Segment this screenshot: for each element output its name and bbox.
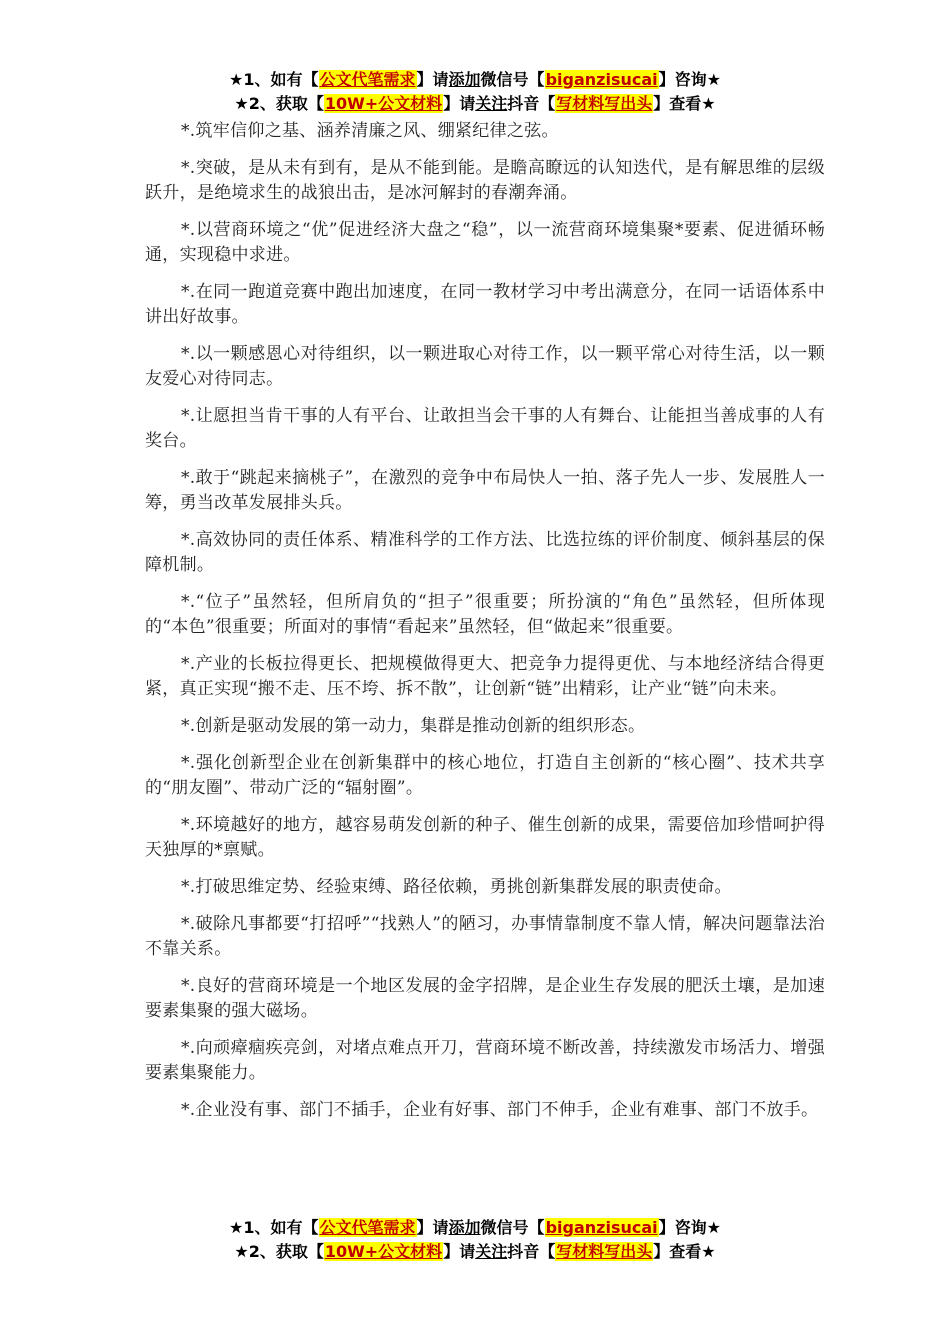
banner-emphasis: 添加 <box>448 1218 481 1237</box>
banner-text: 】查看★ <box>653 94 716 113</box>
paragraph: *.强化创新型企业在创新集群中的核心地位，打造自主创新的“核心圈”、技术共享的“朋友圈”、带动广泛的“辐射圈”。 <box>145 753 825 798</box>
paragraph: *.良好的营商环境是一个地区发展的金字招牌，是企业生存发展的肥沃土壤，是加速要素集聚的强大磁场。 <box>145 976 825 1021</box>
paragraph: *.敢于“跳起来摘桃子”，在激烈的竞争中布局快人一拍、落子先人一步、发展胜人一筹，勇当改革发展排头兵。 <box>145 468 825 513</box>
header-banner <box>0 68 950 116</box>
banner-text: 】请 <box>443 1242 476 1261</box>
highlight-douyin-account: 写材料写出头 <box>556 94 653 113</box>
paragraph: *.向顽瘴痼疾亮剑，对堵点难点开刀，营商环境不断改善，持续激发市场活力、增强要素集聚能力。 <box>145 1038 825 1083</box>
paragraph: *.筑牢信仰之基、涵养清廉之风、绷紧纪律之弦。 <box>181 121 559 141</box>
paragraph: *.企业没有事、部门不插手，企业有好事、部门不伸手，企业有难事、部门不放手。 <box>181 1100 819 1120</box>
banner-text: 抖音【 <box>507 94 556 113</box>
banner-text: ★1、如有【 <box>229 1218 319 1237</box>
banner-text: 】查看★ <box>653 1242 716 1261</box>
banner-text: ★2、获取【 <box>234 94 324 113</box>
banner-text: 】请 <box>416 70 449 89</box>
banner-line-2 <box>0 92 950 116</box>
paragraph: *.创新是驱动发展的第一动力，集群是推动创新的组织形态。 <box>181 716 646 736</box>
highlight-douyin-account: 写材料写出头 <box>556 1242 653 1261</box>
banner-text: ★2、获取【 <box>234 1242 324 1261</box>
document-body <box>145 119 825 1135</box>
banner-text: 微信号【 <box>480 1218 545 1237</box>
paragraph: *.环境越好的地方，越容易萌发创新的种子、催生创新的成果，需要倍加珍惜呵护得天独厚的*禀赋。 <box>145 815 825 860</box>
highlight-wechat-id: biganzisucai <box>545 1218 658 1237</box>
banner-line-2 <box>0 1240 950 1264</box>
paragraph: *.打破思维定势、经验束缚、路径依赖，勇挑创新集群发展的职责使命。 <box>181 877 732 897</box>
paragraph: *.高效协同的责任体系、精准科学的工作方法、比选拉练的评价制度、倾斜基层的保障机制。 <box>145 530 825 575</box>
banner-text: 】请 <box>443 94 476 113</box>
banner-text: 抖音【 <box>507 1242 556 1261</box>
paragraph: *.让愿担当肯干事的人有平台、让敢担当会干事的人有舞台、让能担当善成事的人有奖台。 <box>145 406 825 451</box>
highlight-materials: 10W+公文材料 <box>324 94 443 113</box>
highlight-materials: 10W+公文材料 <box>324 1242 443 1261</box>
paragraph: *.产业的长板拉得更长、把规模做得更大、把竞争力提得更优、与本地经济结合得更紧，真正实现“搬不走、压不垮、拆不散”，让创新“链”出精彩，让产业“链”向未来。 <box>145 654 825 699</box>
banner-text: 】咨询★ <box>658 1218 721 1237</box>
banner-emphasis: 关注 <box>475 1242 508 1261</box>
footer-banner <box>0 1216 950 1264</box>
banner-emphasis: 关注 <box>475 94 508 113</box>
banner-emphasis: 添加 <box>448 70 481 89</box>
highlight-wechat-id: biganzisucai <box>545 70 658 89</box>
paragraph: *.以营商环境之“优”促进经济大盘之“稳”，以一流营商环境集聚*要素、促进循环畅通，实现稳中求进。 <box>145 220 825 265</box>
banner-text: ★1、如有【 <box>229 70 319 89</box>
banner-line-1 <box>0 1216 950 1240</box>
banner-line-1 <box>0 68 950 92</box>
paragraph: *.“位子”虽然轻，但所肩负的“担子”很重要；所扮演的“角色”虽然轻，但所体现的“本色”很重要；所面对的事情“看起来”虽然轻，但“做起来”很重要。 <box>145 592 825 637</box>
banner-text: 】咨询★ <box>658 70 721 89</box>
highlight-service: 公文代笔需求 <box>319 1218 416 1237</box>
highlight-service: 公文代笔需求 <box>319 70 416 89</box>
paragraph: *.在同一跑道竞赛中跑出加速度，在同一教材学习中考出满意分，在同一话语体系中讲出好故事。 <box>145 282 825 327</box>
paragraph: *.突破，是从未有到有，是从不能到能。是瞻高瞭远的认知迭代，是有解思维的层级跃升，是绝境求生的战狼出击，是冰河解封的春潮奔涌。 <box>145 158 825 203</box>
banner-text: 微信号【 <box>480 70 545 89</box>
paragraph: *.以一颗感恩心对待组织，以一颗进取心对待工作，以一颗平常心对待生活，以一颗友爱心对待同志。 <box>145 344 825 389</box>
paragraph: *.破除凡事都要“打招呼”“找熟人”的陋习，办事情靠制度不靠人情，解决问题靠法治不靠关系。 <box>145 914 825 959</box>
banner-text: 】请 <box>416 1218 449 1237</box>
